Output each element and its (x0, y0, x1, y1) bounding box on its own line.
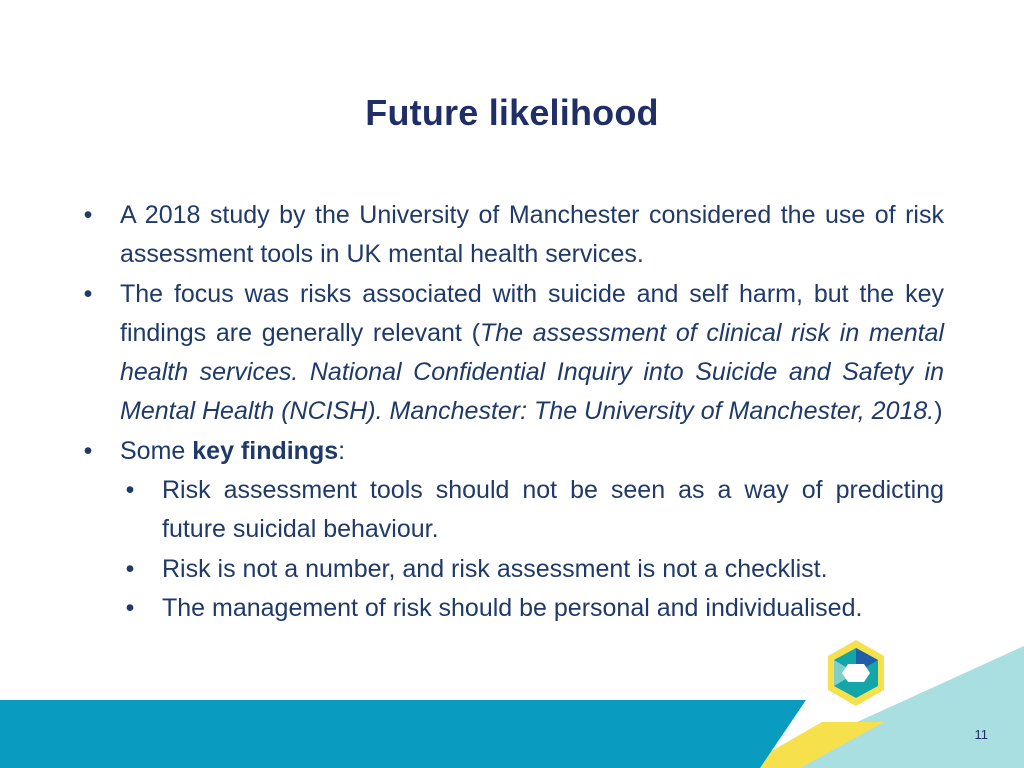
footer-dark-band (0, 700, 806, 768)
bullet-text: The focus was risks associated with suicide and self harm, but the key findings are generally relevant ( (120, 279, 944, 347)
bullet-dot-icon: • (125, 554, 135, 583)
sub-bullet-text: Risk assessment tools should not be seen as a way of predicting future suicidal behaviour. (162, 476, 944, 544)
bullet-text-suffix: ) (934, 397, 943, 426)
bullet-dot-icon: • (83, 201, 93, 229)
citation-text: The assessment of clinical risk in mental health services. National Confidential Inquiry into Suicide and Safety in Mental Health (NCISH). Manchester: The University of Manchester, 2018. (120, 318, 945, 426)
sub-bullet-text: The management of risk should be personal and individualised. (162, 593, 863, 622)
bullet-dot-icon: • (125, 476, 135, 505)
bullet-dot-icon: • (125, 593, 135, 622)
bullet-dot-icon: • (83, 436, 93, 465)
bullet-dot-icon: • (83, 279, 93, 308)
page-number: 11 (974, 727, 988, 742)
bullet-text: A 2018 study by the University of Manchester considered the use of risk assessment tools in UK mental health services. (120, 201, 944, 269)
bullet-text-suffix: : (338, 436, 346, 465)
bullet-bold-text: key findings (192, 436, 339, 465)
bullet-text: Some (120, 436, 193, 465)
sub-bullet-text: Risk is not a number, and risk assessment is not a checklist. (162, 554, 828, 583)
hexagon-logo-icon (828, 640, 884, 706)
slide-title: Future likelihood (365, 92, 659, 133)
